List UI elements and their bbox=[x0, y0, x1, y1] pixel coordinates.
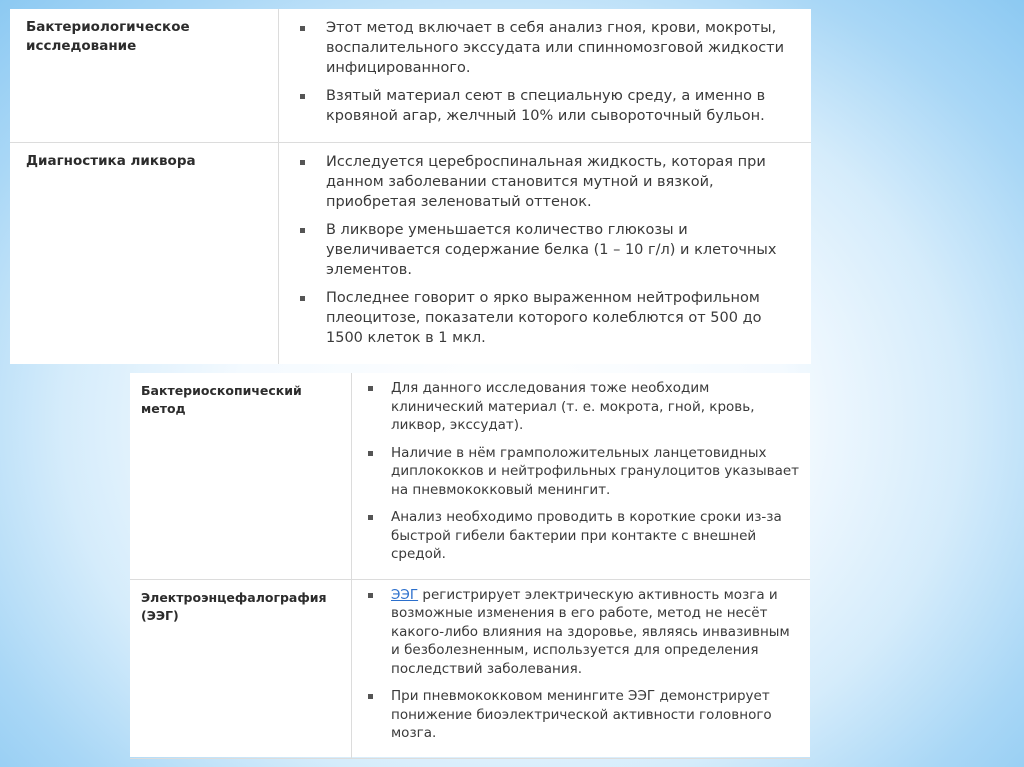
list-item bbox=[295, 220, 801, 280]
list-item bbox=[295, 18, 801, 78]
bullet-list bbox=[364, 586, 800, 743]
row-content bbox=[352, 373, 811, 579]
list-item bbox=[364, 379, 800, 435]
diagnostics-table-top bbox=[10, 9, 811, 364]
bullet-list bbox=[295, 18, 801, 126]
list-item bbox=[364, 508, 800, 564]
list-item bbox=[295, 288, 801, 348]
list-item-text: Этот метод включает в себя анализ гноя, крови, мокроты, воспалительного экссудата или спинномозговой жидкости инфицированного. bbox=[326, 20, 785, 76]
bullet-list bbox=[295, 152, 801, 348]
list-item-text: Взятый материал сеют в специальную среду, а именно в кровяной агар, желчный 10% или сывороточный бульон. bbox=[326, 88, 766, 124]
list-item bbox=[295, 152, 801, 212]
list-item-text: регистрирует электрическую активность мозга и возможные изменения в его работе, метод не несёт какого-либо влияния на здоровье, являясь инвазивным и безболезненным, используется для определения последствий заболевания. bbox=[391, 586, 790, 677]
bullet-icon bbox=[368, 451, 373, 456]
bullet-icon bbox=[300, 94, 305, 99]
row-heading: Бактериоскопический метод bbox=[130, 373, 352, 579]
list-item-text: Для данного исследования тоже необходим клинический материал (т. е. мокрота, гной, кровь, ликвор, экссудат). bbox=[391, 380, 755, 433]
table-row bbox=[10, 143, 811, 365]
bullet-icon bbox=[368, 593, 373, 598]
list-item bbox=[364, 444, 800, 500]
list-item-text: В ликворе уменьшается количество глюкозы и увеличивается содержание белка (1 – 10 г/л) и клеточных элементов. bbox=[326, 222, 777, 278]
list-item bbox=[295, 86, 801, 126]
bullet-icon bbox=[300, 228, 305, 233]
list-item-text: Последнее говорит о ярко выраженном нейтрофильном плеоцитозе, показатели которого колеблются от 500 до 1500 клеток в 1 мкл. bbox=[326, 290, 762, 346]
list-item-text: Наличие в нём грамположительных ланцетовидных диплококков и нейтрофильных гранулоцитов указывает на пневмококковый менингит. bbox=[391, 444, 800, 498]
row-content bbox=[352, 579, 811, 758]
list-item-text: При пневмококковом менингите ЭЭГ демонстрирует понижение биоэлектрической активности головного мозга. bbox=[391, 688, 772, 741]
list-item-text: Исследуется цереброспинальная жидкость, которая при данном заболевании становится мутной и вязкой, приобретая зеленоватый оттенок. bbox=[326, 154, 766, 210]
table-row bbox=[130, 373, 810, 579]
bullet-icon bbox=[368, 515, 373, 520]
row-heading: Диагностика ликвора bbox=[26, 153, 196, 169]
table-row bbox=[130, 579, 810, 758]
list-item bbox=[364, 687, 800, 743]
eeg-link[interactable]: ЭЭГ bbox=[391, 586, 419, 603]
bullet-icon bbox=[300, 296, 305, 301]
row-heading: Электроэнцефалография (ЭЭГ) bbox=[130, 579, 352, 758]
bullet-icon bbox=[300, 160, 305, 165]
table-top bbox=[10, 9, 811, 364]
row-content bbox=[279, 143, 812, 365]
table-row bbox=[10, 9, 811, 143]
bullet-icon bbox=[300, 26, 305, 31]
row-heading: Бактериологическое исследование bbox=[10, 9, 279, 143]
table-bottom bbox=[130, 373, 810, 759]
list-item bbox=[364, 586, 800, 679]
bullet-list bbox=[364, 379, 800, 564]
list-item-text: Анализ необходимо проводить в короткие сроки из-за быстрой гибели бактерии при контакте с внешней средой. bbox=[391, 509, 782, 562]
row-content bbox=[279, 9, 812, 143]
bullet-icon bbox=[368, 386, 373, 391]
bullet-icon bbox=[368, 694, 373, 699]
diagnostics-table-bottom bbox=[130, 373, 810, 757]
